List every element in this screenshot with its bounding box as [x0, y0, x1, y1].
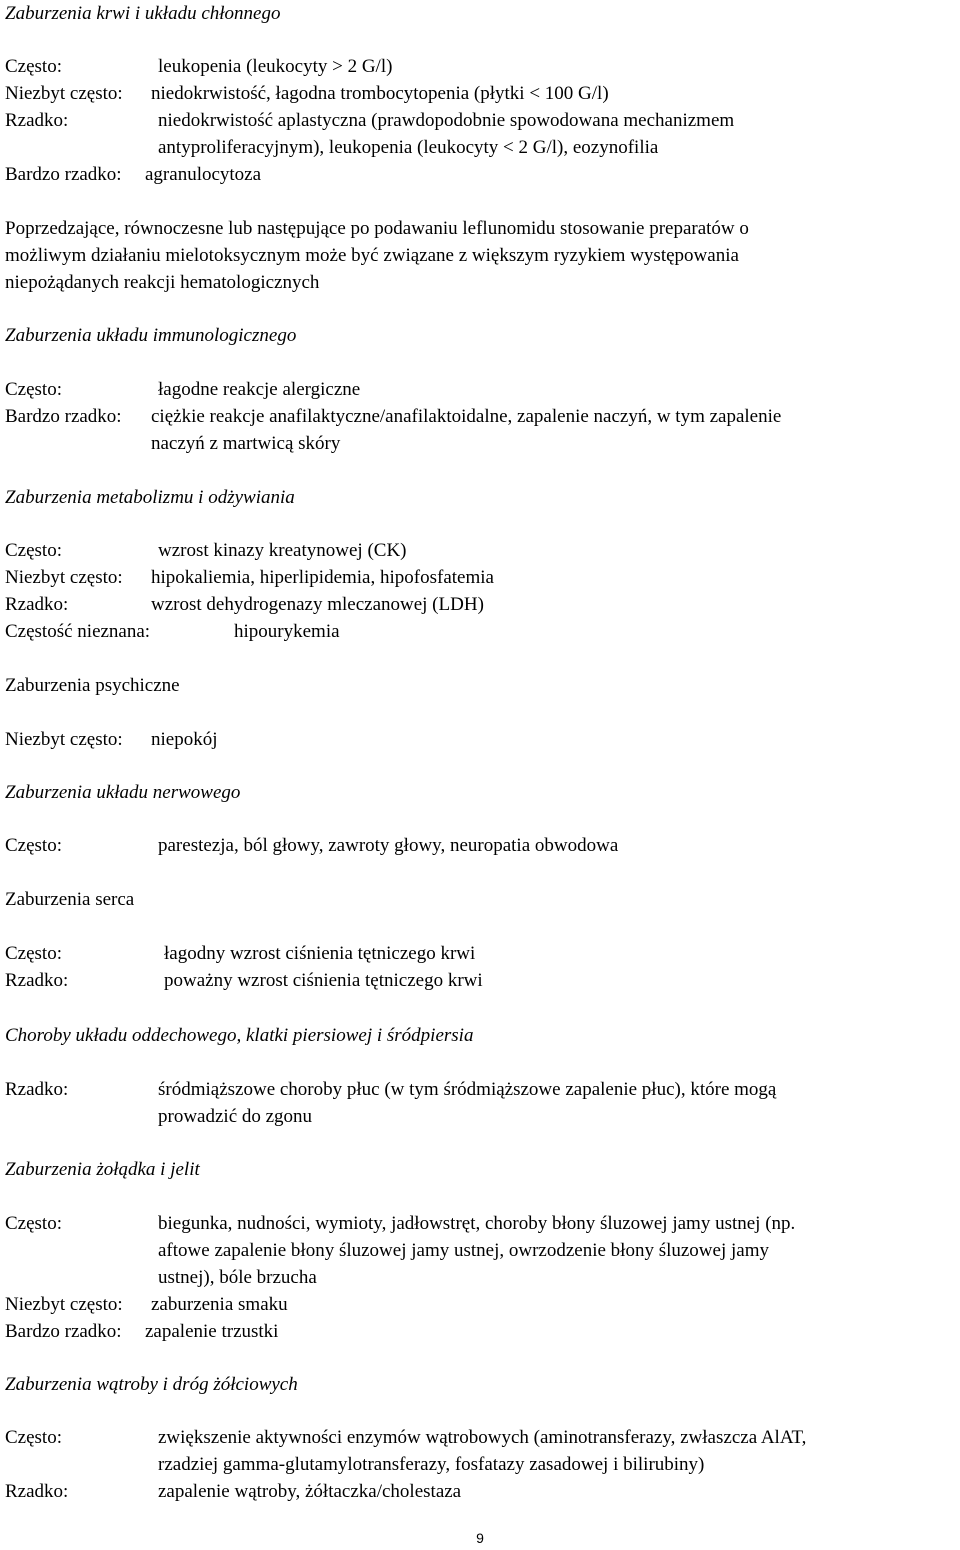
effect-text: zwiększenie aktywności enzymów wątrobowych (aminotransferazy, zwłaszcza AlAT,	[158, 1427, 807, 1448]
freq-label: Bardzo rzadko:	[5, 406, 122, 427]
page-number: 9	[476, 1530, 484, 1546]
effect-text: agranulocytoza	[145, 164, 262, 185]
effect-text: zaburzenia smaku	[151, 1294, 288, 1315]
section-heading-psych: Zaburzenia psychiczne	[5, 675, 180, 696]
freq-label: Bardzo rzadko:	[5, 164, 122, 185]
section-heading-metabolism: Zaburzenia metabolizmu i odżywiania	[5, 487, 295, 508]
effect-text: parestezja, ból głowy, zawroty głowy, neuropatia obwodowa	[158, 835, 619, 856]
freq-label: Często:	[5, 1427, 62, 1448]
freq-label: Często:	[5, 943, 62, 964]
freq-label: Rzadko:	[5, 110, 69, 131]
effect-text: hipourykemia	[234, 621, 340, 642]
effect-text: prowadzić do zgonu	[158, 1106, 313, 1127]
freq-label: Niezbyt często:	[5, 1294, 123, 1315]
effect-text: łagodne reakcje alergiczne	[158, 379, 361, 400]
effect-text: śródmiąższowe choroby płuc (w tym śródmiąższowe zapalenie płuc), które mogą	[158, 1079, 777, 1100]
effect-text: ciężkie reakcje anafilaktyczne/anafilaktoidalne, zapalenie naczyń, w tym zapalenie	[151, 406, 782, 427]
effect-text: biegunka, nudności, wymioty, jadłowstręt, choroby błony śluzowej jamy ustnej (np.	[158, 1213, 796, 1234]
freq-label: Niezbyt często:	[5, 567, 123, 588]
effect-text: poważny wzrost ciśnienia tętniczego krwi	[164, 970, 483, 991]
freq-label: Rzadko:	[5, 594, 69, 615]
freq-label: Częstość nieznana:	[5, 621, 151, 642]
section-heading-immune: Zaburzenia układu immunologicznego	[5, 325, 297, 346]
note-text: możliwym działaniu mielotoksycznym może być związane z większym ryzykiem występowania	[5, 245, 739, 266]
section-heading-blood: Zaburzenia krwi i układu chłonnego	[5, 3, 281, 24]
section-heading-respiratory: Choroby układu oddechowego, klatki piersiowej i śródpiersia	[5, 1025, 474, 1046]
freq-label: Często:	[5, 56, 62, 77]
freq-label: Często:	[5, 1213, 62, 1234]
effect-text: rzadziej gamma-glutamylotransferazy, fosfatazy zasadowej i bilirubiny)	[158, 1454, 705, 1475]
freq-label: Bardzo rzadko:	[5, 1321, 122, 1342]
effect-text: leukopenia (leukocyty > 2 G/l)	[158, 56, 393, 77]
freq-label: Często:	[5, 379, 62, 400]
freq-label: Często:	[5, 540, 62, 561]
section-heading-heart: Zaburzenia serca	[5, 889, 135, 910]
effect-text: aftowe zapalenie błony śluzowej jamy ustnej, owrzodzenie błony śluzowej jamy	[158, 1240, 769, 1261]
freq-label: Rzadko:	[5, 1481, 69, 1502]
effect-text: wzrost kinazy kreatynowej (CK)	[158, 540, 407, 561]
freq-label: Niezbyt często:	[5, 83, 123, 104]
note-text: niepożądanych reakcji hematologicznych	[5, 272, 320, 293]
effect-text: niedokrwistość, łagodna trombocytopenia (płytki < 100 G/l)	[151, 83, 609, 104]
freq-label: Niezbyt często:	[5, 729, 123, 750]
section-heading-nervous: Zaburzenia układu nerwowego	[5, 782, 241, 803]
freq-label: Rzadko:	[5, 1079, 69, 1100]
note-text: Poprzedzające, równoczesne lub następujące po podawaniu leflunomidu stosowanie preparatów o	[5, 218, 749, 239]
effect-text: zapalenie trzustki	[145, 1321, 279, 1342]
section-heading-gi: Zaburzenia żołądka i jelit	[5, 1159, 200, 1180]
freq-label: Często:	[5, 835, 62, 856]
effect-text: naczyń z martwicą skóry	[151, 433, 341, 454]
effect-text: zapalenie wątroby, żółtaczka/cholestaza	[158, 1481, 462, 1502]
effect-text: antyproliferacyjnym), leukopenia (leukocyty < 2 G/l), eozynofilia	[158, 137, 659, 158]
effect-text: ustnej), bóle brzucha	[158, 1267, 317, 1288]
section-heading-liver: Zaburzenia wątroby i dróg żółciowych	[5, 1374, 298, 1395]
effect-text: hipokaliemia, hiperlipidemia, hipofosfatemia	[151, 567, 494, 588]
effect-text: niedokrwistość aplastyczna (prawdopodobnie spowodowana mechanizmem	[158, 110, 735, 131]
freq-label: Rzadko:	[5, 970, 69, 991]
effect-text: łagodny wzrost ciśnienia tętniczego krwi	[164, 943, 476, 964]
effect-text: wzrost dehydrogenazy mleczanowej (LDH)	[151, 594, 484, 615]
effect-text: niepokój	[151, 729, 218, 750]
